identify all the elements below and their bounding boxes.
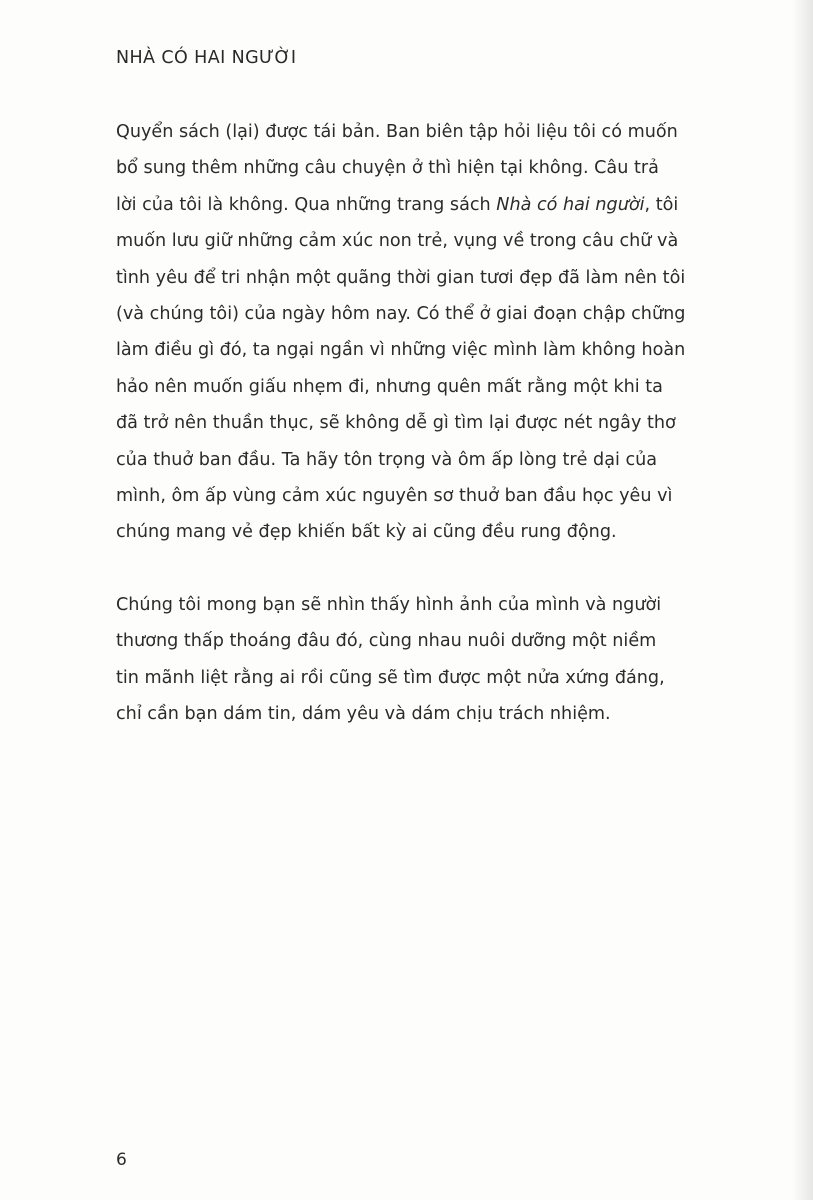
paragraph-2 xyxy=(116,587,756,733)
text-line: mình, ôm ấp vùng cảm xúc nguyên sơ thuở ban đầu học yêu vì xyxy=(116,486,673,507)
text-line: đã trở nên thuần thục, sẽ không dễ gì tìm lại được nét ngây thơ xyxy=(116,413,676,434)
text-segment: , tôi xyxy=(644,194,679,215)
text-segment: lời của tôi là không. Qua những trang sách xyxy=(116,194,497,215)
body-text xyxy=(116,114,756,769)
page-number: 6 xyxy=(116,1150,127,1170)
text-line: thương thấp thoáng đâu đó, cùng nhau nuôi dưỡng một niềm xyxy=(116,631,657,652)
text-line: bổ sung thêm những câu chuyện ở thì hiện tại không. Câu trả xyxy=(116,158,659,179)
text-line: chúng mang vẻ đẹp khiến bất kỳ ai cũng đều rung động. xyxy=(116,522,617,543)
paragraph-1 xyxy=(116,114,756,551)
text-line: muốn lưu giữ những cảm xúc non trẻ, vụng về trong câu chữ và xyxy=(116,231,679,252)
text-line-with-title xyxy=(116,187,756,223)
text-line: (và chúng tôi) của ngày hôm nay. Có thể ở giai đoạn chập chững xyxy=(116,304,686,325)
text-line: Chúng tôi mong bạn sẽ nhìn thấy hình ảnh của mình và người xyxy=(116,594,662,615)
page-edge-shadow xyxy=(791,0,813,1200)
text-line: tin mãnh liệt rằng ai rồi cũng sẽ tìm được một nửa xứng đáng, xyxy=(116,667,665,688)
text-line: tình yêu để tri nhận một quãng thời gian tươi đẹp đã làm nên tôi xyxy=(116,267,686,288)
running-head: NHÀ CÓ HAI NGƯỜI xyxy=(116,48,297,68)
text-line: của thuở ban đầu. Ta hãy tôn trọng và ôm ấp lòng trẻ dại của xyxy=(116,449,658,470)
book-title-italic: Nhà có hai người xyxy=(496,194,645,215)
text-line: Quyển sách (lại) được tái bản. Ban biên tập hỏi liệu tôi có muốn xyxy=(116,122,678,142)
text-line: chỉ cần bạn dám tin, dám yêu và dám chịu trách nhiệm. xyxy=(116,704,611,725)
text-line: làm điều gì đó, ta ngại ngần vì những việc mình làm không hoàn xyxy=(116,340,686,361)
text-line: hảo nên muốn giấu nhẹm đi, nhưng quên mất rằng một khi ta xyxy=(116,376,663,397)
